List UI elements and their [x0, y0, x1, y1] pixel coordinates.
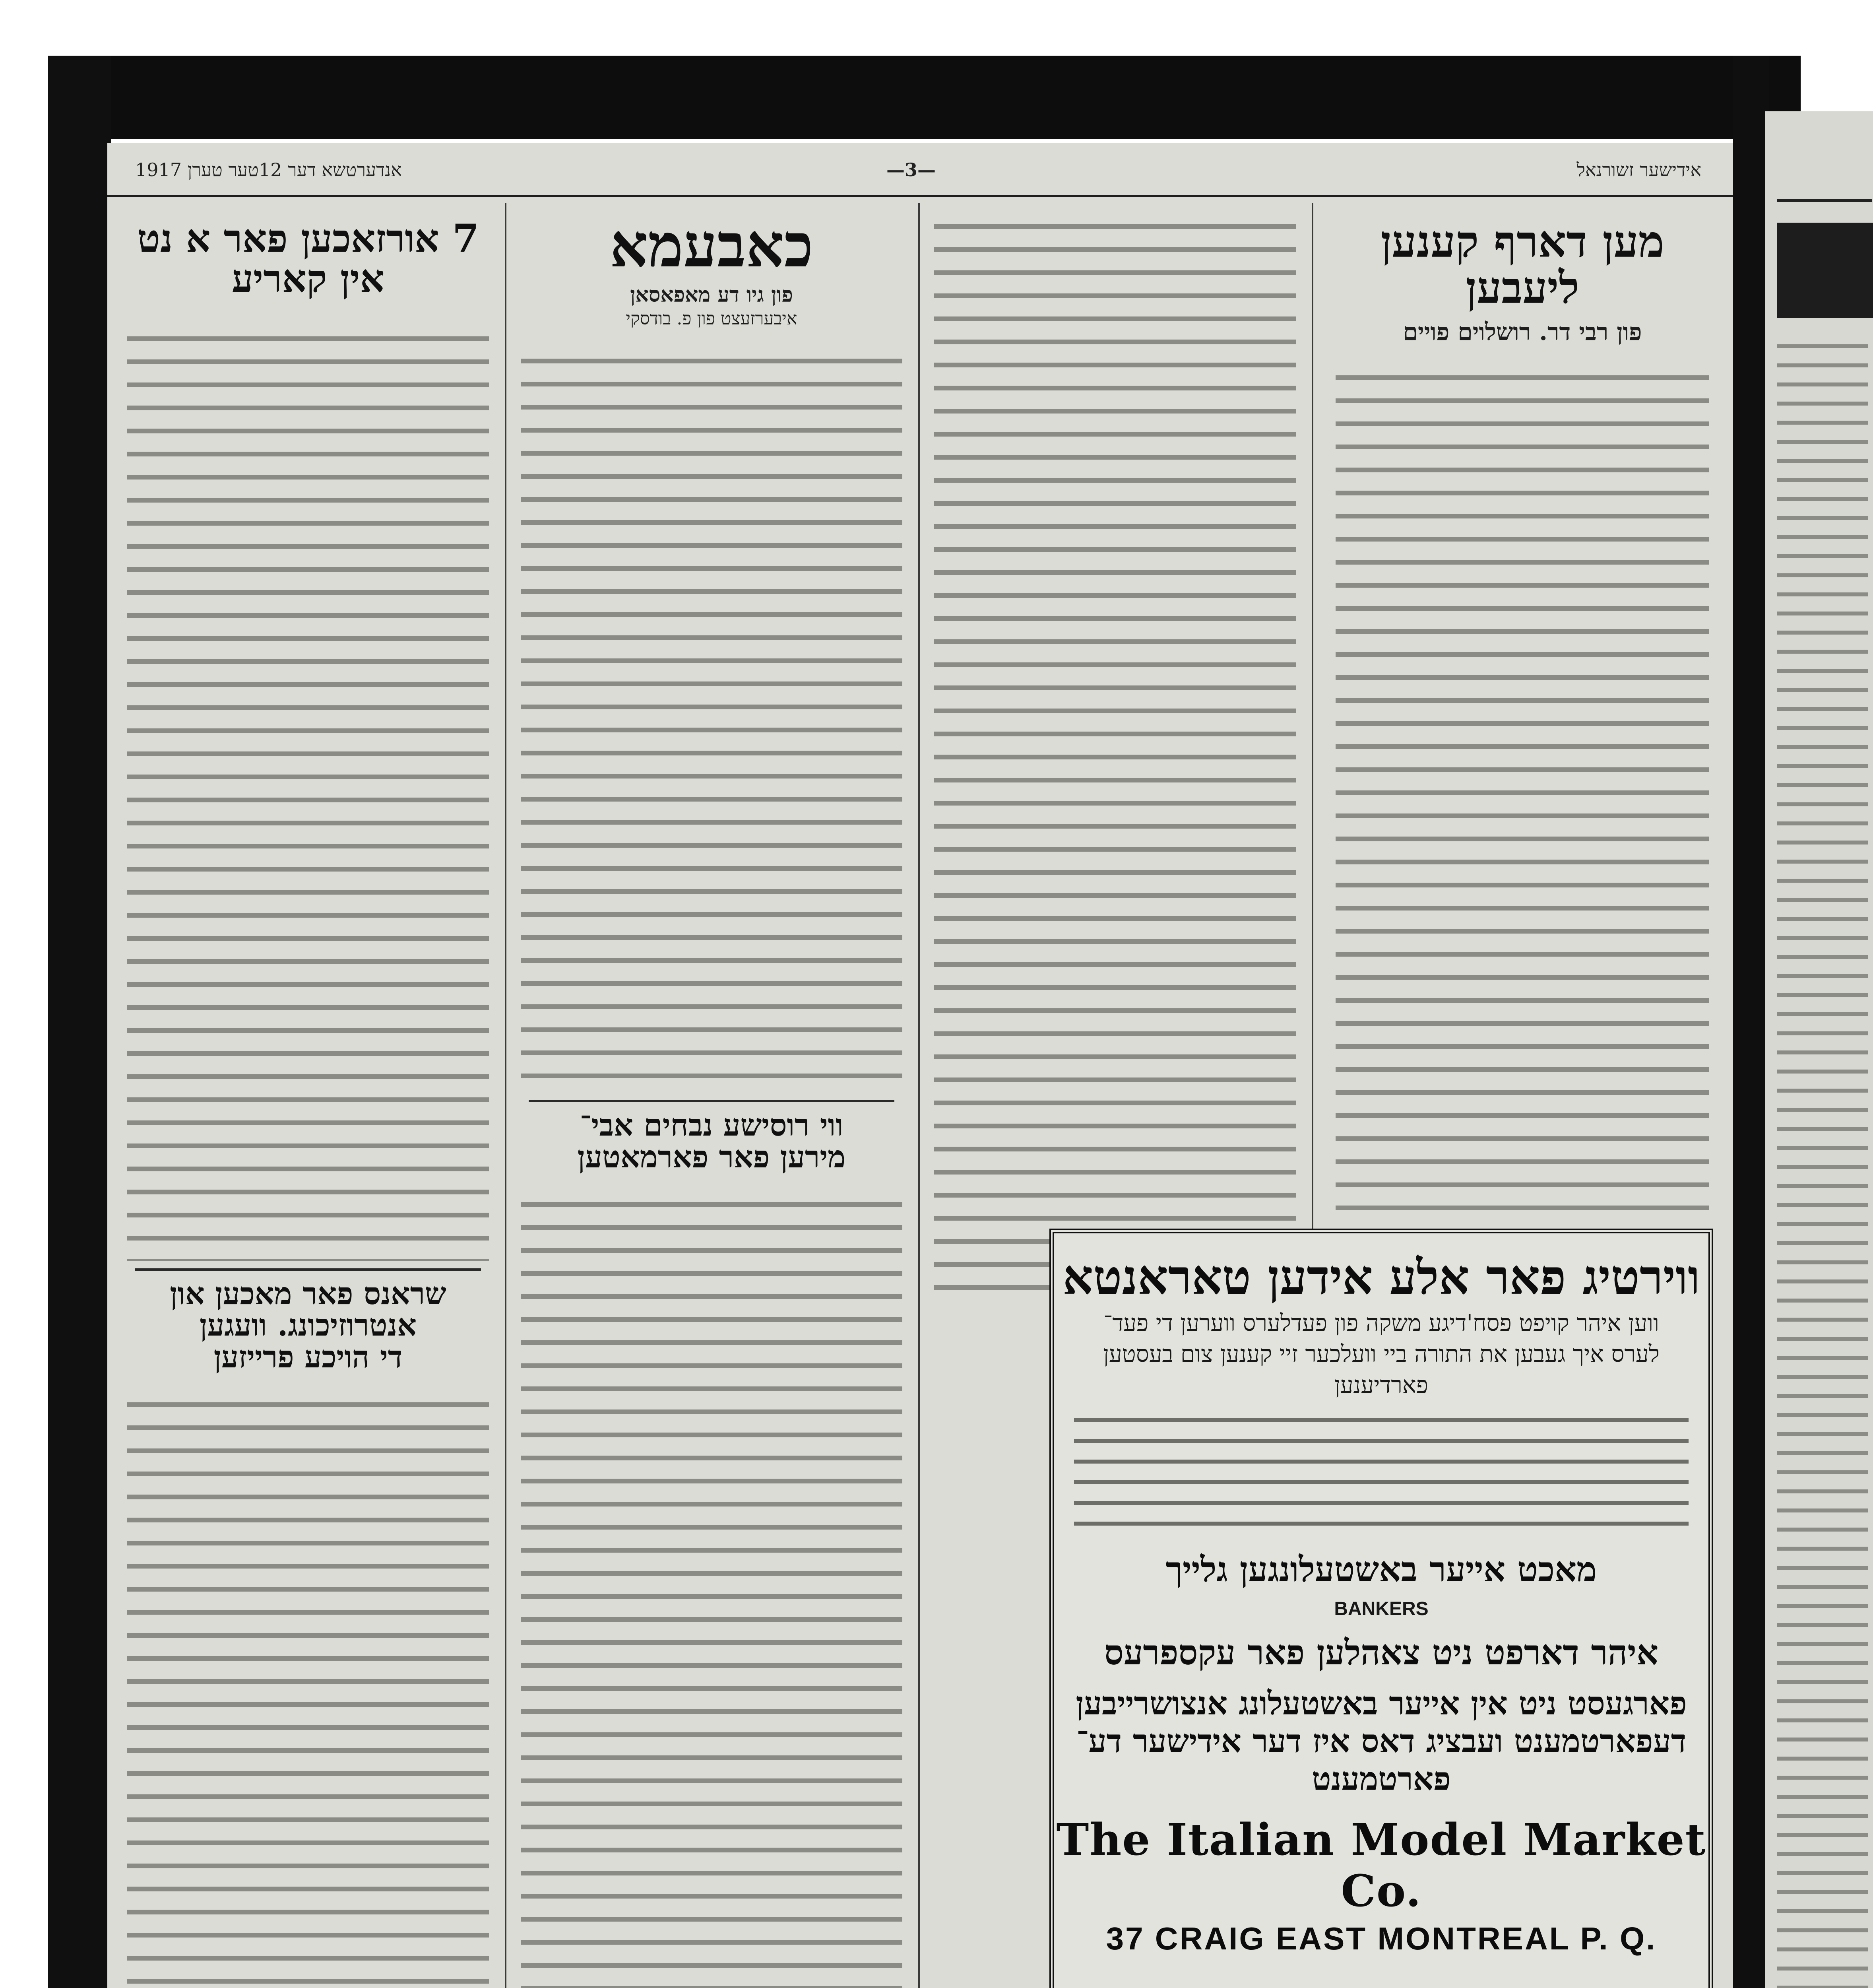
header-date: אנדערטשא דער 12טער טערן 1917 — [135, 159, 402, 181]
adjacent-page-header — [1777, 175, 1872, 202]
ad-text: פארדיענען — [1334, 1371, 1429, 1398]
ad-fine-print — [1074, 1406, 1689, 1538]
sub-article-headline: שראנס פאר מאכען און אנטרוזיכונג. וועגען די הויכע פרייזען — [170, 1276, 446, 1375]
ad-title: ווירטיג פאר אלע אידען טאראנטא — [1063, 1249, 1700, 1305]
separator — [529, 1100, 894, 1102]
column-rule — [1312, 203, 1313, 1272]
article-headline: מען דארף קענען ליעבען — [1381, 216, 1664, 313]
ad-address: 37 CRAIG EAST MONTREAL P. Q. — [1106, 1921, 1657, 1956]
article-body — [127, 1389, 489, 1988]
article-headline: כאבעמא — [609, 211, 814, 281]
column-article-4 — [119, 203, 497, 1988]
scan-border-top — [48, 56, 1801, 139]
separator — [135, 1268, 481, 1271]
column-article-2 — [926, 203, 1304, 1292]
adjacent-page-text — [1777, 334, 1868, 1988]
ad-heading: מאכט אייער באשטעלונגען גלייך — [1165, 1549, 1597, 1590]
page-gutter — [1733, 56, 1769, 1988]
masthead-name: אידישער זשורנאל — [1576, 159, 1701, 181]
column-article-3 — [513, 203, 910, 1988]
ad-text: לערס איך געבען את התורה ביי וועלכער זיי קענען צום בעסטען — [1103, 1340, 1660, 1367]
ad-bankers-word: BANKERS — [1334, 1598, 1429, 1619]
ad-company-name: The Italian Model Market Co. — [1056, 1814, 1706, 1916]
scan-border-left — [48, 56, 111, 1988]
sub-article-headline: ווי רוסישע נבחים אבי־ מירען פאר פארמאטען — [577, 1107, 846, 1175]
ad-heading: פארגעסט ניט אין אייער באשטעלונג אנצושרייבען דעפארטמענט ועבציג דאס איז דער אידישער דע־ פארטמענט — [1076, 1685, 1687, 1798]
article-body — [1336, 362, 1709, 1308]
newspaper-page — [107, 143, 1733, 1988]
page-number: —3— — [886, 159, 936, 181]
ad-bankers-line — [1070, 1594, 1693, 1621]
article-body — [934, 211, 1296, 1292]
article-headline: 7 אורזאכען פאר א נט אין קאריע — [137, 216, 479, 301]
ad-text: ווען איהר קויפט פסח'דיגע משקה פון פעדלערס ווערען די פעד־ — [1103, 1309, 1659, 1336]
article-body — [521, 1188, 902, 1988]
adjacent-page-edge — [1765, 111, 1873, 1988]
adjacent-page-headline — [1777, 223, 1873, 318]
article-byline: פון גיו דע מאפאסאן — [630, 282, 793, 307]
column-article-1 — [1324, 203, 1721, 1308]
ad-heading: איהר דארפט ניט צאהלען פאר עקספרעס — [1104, 1633, 1659, 1673]
article-translator: איבערזעצט פון פ. בודסקי — [626, 309, 797, 329]
article-body — [127, 323, 489, 1261]
article-body — [521, 345, 902, 1093]
column-rule — [918, 203, 920, 1988]
page-header — [107, 143, 1733, 197]
column-rule — [505, 203, 506, 1988]
article-byline: פון רבי דר. רושלוים פויים — [1403, 318, 1642, 346]
advertisement — [1049, 1229, 1713, 1988]
